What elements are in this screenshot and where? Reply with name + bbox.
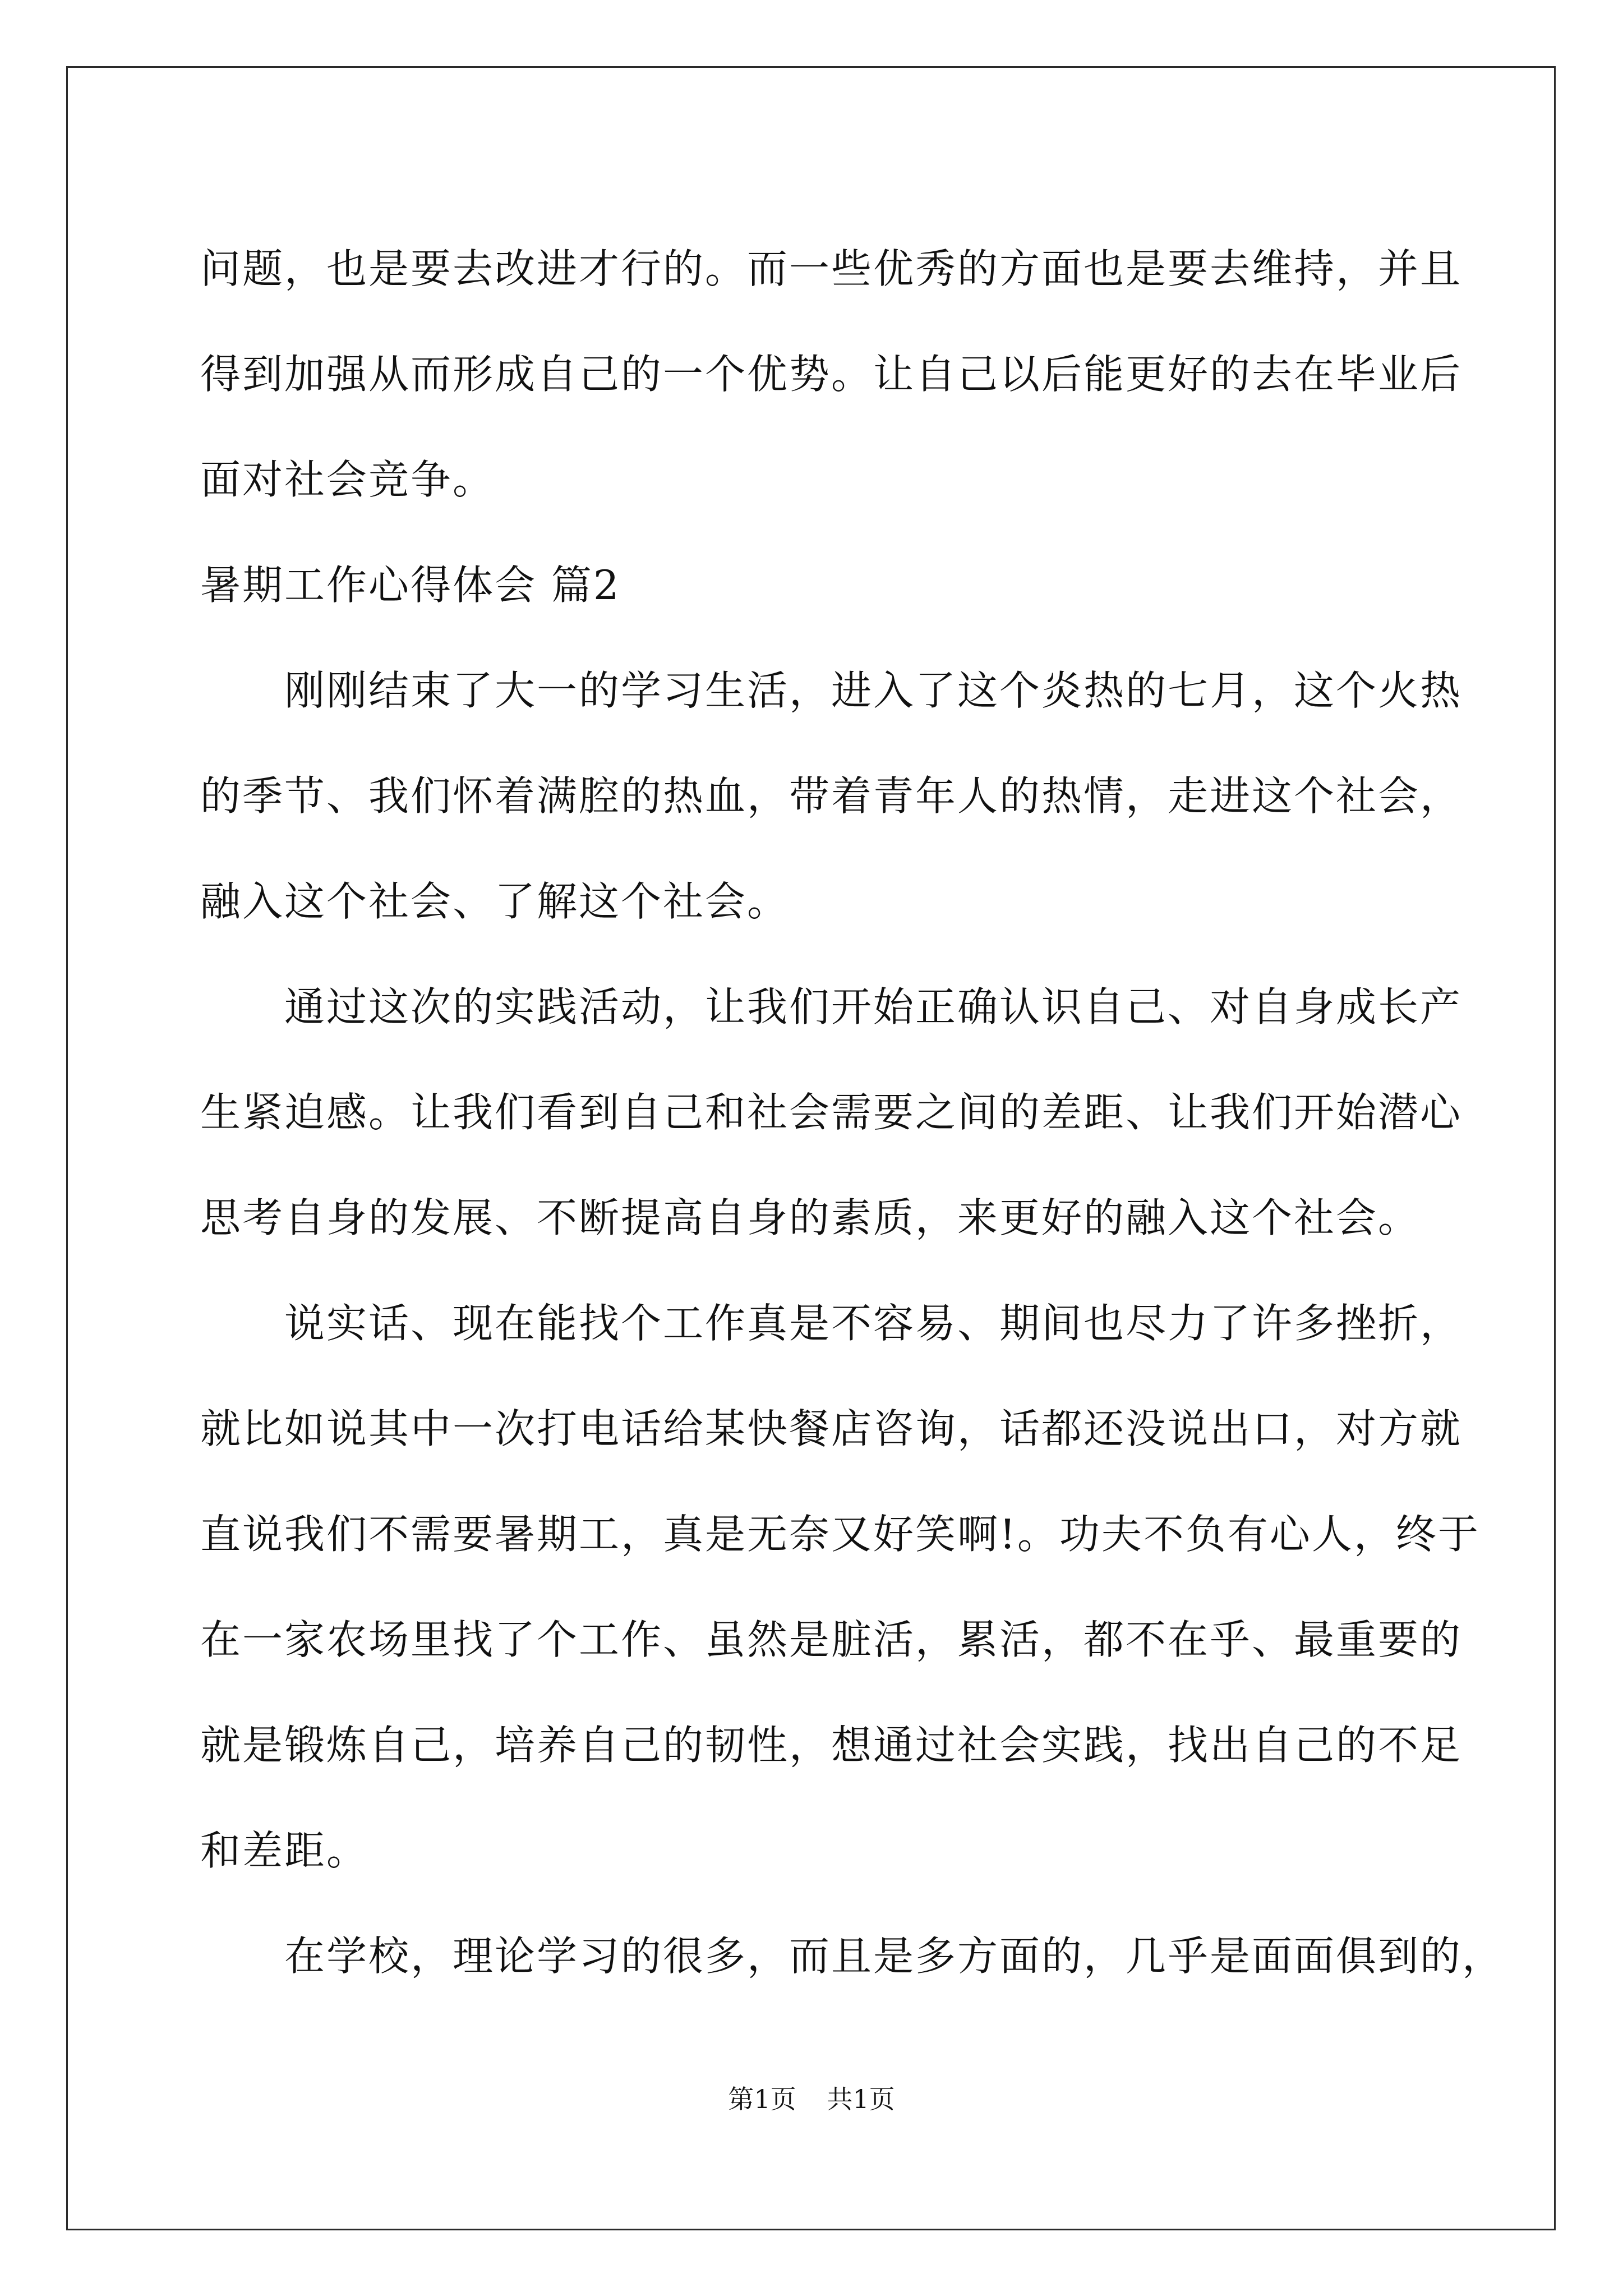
- page-number-current: 第1页: [728, 2084, 796, 2114]
- text-line: 就是锻炼自己，培养自己的韧性，想通过社会实践，找出自己的不足: [200, 1722, 1463, 1769]
- section-heading: 暑期工作心得体会 篇2: [200, 562, 621, 609]
- text-line: 思考自身的发展、不断提高自身的素质，来更好的融入这个社会。: [200, 1194, 1421, 1241]
- page-number-total: 共1页: [827, 2084, 895, 2114]
- text-line: 就比如说其中一次打电话给某快餐店咨询，话都还没说出口，对方就: [200, 1405, 1463, 1452]
- paragraph-first-line: 刚刚结束了大一的学习生活，进入了这个炎热的七月，这个火热: [284, 667, 1463, 714]
- text-line: 得到加强从而形成自己的一个优势。让自己以后能更好的去在毕业后: [200, 351, 1463, 398]
- document-body: [200, 216, 1505, 2009]
- paragraph-first-line: 说实话、现在能找个工作真是不容易、期间也尽力了许多挫折，: [284, 1300, 1463, 1347]
- text-line: 生紧迫感。让我们看到自己和社会需要之间的差距、让我们开始潜心: [200, 1089, 1463, 1136]
- text-line: 直说我们不需要暑期工，真是无奈又好笑啊!。功夫不负有心人，终于: [200, 1511, 1480, 1558]
- text-line: 和差距。: [200, 1827, 369, 1874]
- text-line: 融入这个社会、了解这个社会。: [200, 878, 790, 925]
- paragraph-first-line: 通过这次的实践活动，让我们开始正确认识自己、对自身成长产: [284, 983, 1463, 1030]
- text-line: 面对社会竞争。: [200, 456, 495, 503]
- text-line: 在一家农场里找了个工作、虽然是脏活，累活，都不在乎、最重要的: [200, 1616, 1463, 1663]
- text-line: 问题，也是要去改进才行的。而一些优秀的方面也是要去维持，并且: [200, 245, 1463, 292]
- page-footer: [0, 2082, 1623, 2116]
- text-line: 的季节、我们怀着满腔的热血，带着青年人的热情，走进这个社会，: [200, 772, 1463, 820]
- paragraph-first-line: 在学校，理论学习的很多，而且是多方面的，几乎是面面俱到的，: [284, 1932, 1505, 1980]
